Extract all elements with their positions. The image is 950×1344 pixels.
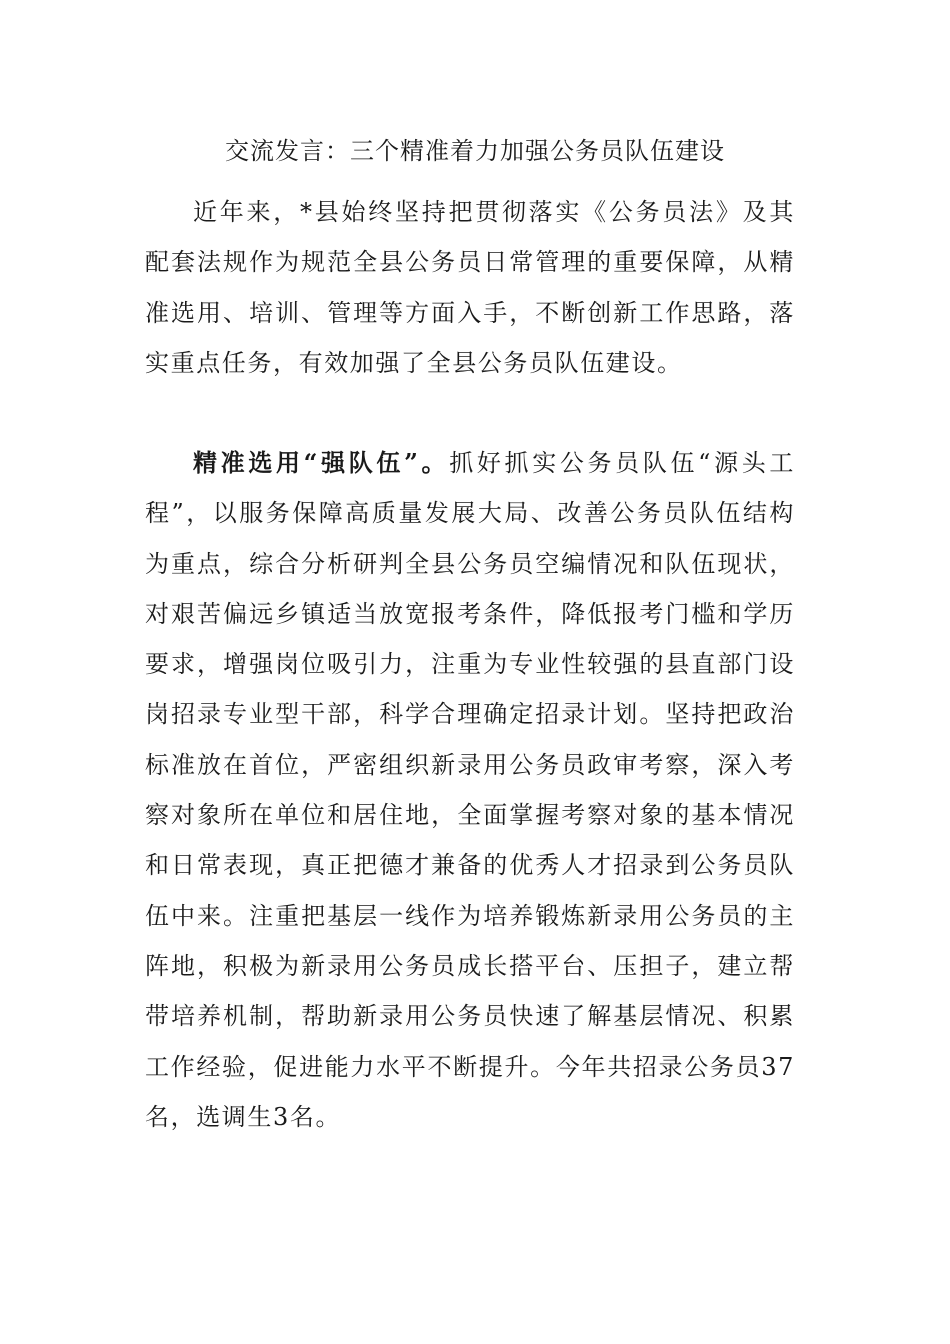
paragraph-text: 近年来，*县始终坚持把贯彻落实《公务员法》及其配套法规作为规范全县公务员日常管理的重要保障，从精准选用、培训、管理等方面入手，不断创新工作思路，落实重点任务，有效加强了全县公务员队伍建设。 xyxy=(145,198,795,377)
document-title: 交流发言：三个精准着力加强公务员队伍建设 xyxy=(225,137,725,165)
paragraph-precise-selection xyxy=(145,438,795,1142)
paragraph-lead-heading: 精准选用“强队伍”。 xyxy=(193,448,450,477)
paragraph-intro xyxy=(145,187,795,388)
paragraph-text: 抓好抓实公务员队伍“源头工程”，以服务保障高质量发展大局、改善公务员队伍结构为重点，综合分析研判全县公务员空编情况和队伍现状，对艰苦偏远乡镇适当放宽报考条件，降低报考门槛和学历要求，增强岗位吸引力，注重为专业性较强的县直部门设岗招录专业型干部，科学合理确定招录计划。坚持把政治标准放在首位，严密组织新录用公务员政审考察，深入考察对象所在单位和居住地，全面掌握考察对象的基本情况和日常表现，真正把德才兼备的优秀人才招录到公务员队伍中来。注重把基层一线作为培养锻炼新录用公务员的主阵地，积极为新录用公务员成长搭平台、压担子，建立帮带培养机制，帮助新录用公务员快速了解基层情况、积累工作经验，促进能力水平不断提升。今年共招录公务员37名，选调生3名。 xyxy=(145,449,796,1131)
